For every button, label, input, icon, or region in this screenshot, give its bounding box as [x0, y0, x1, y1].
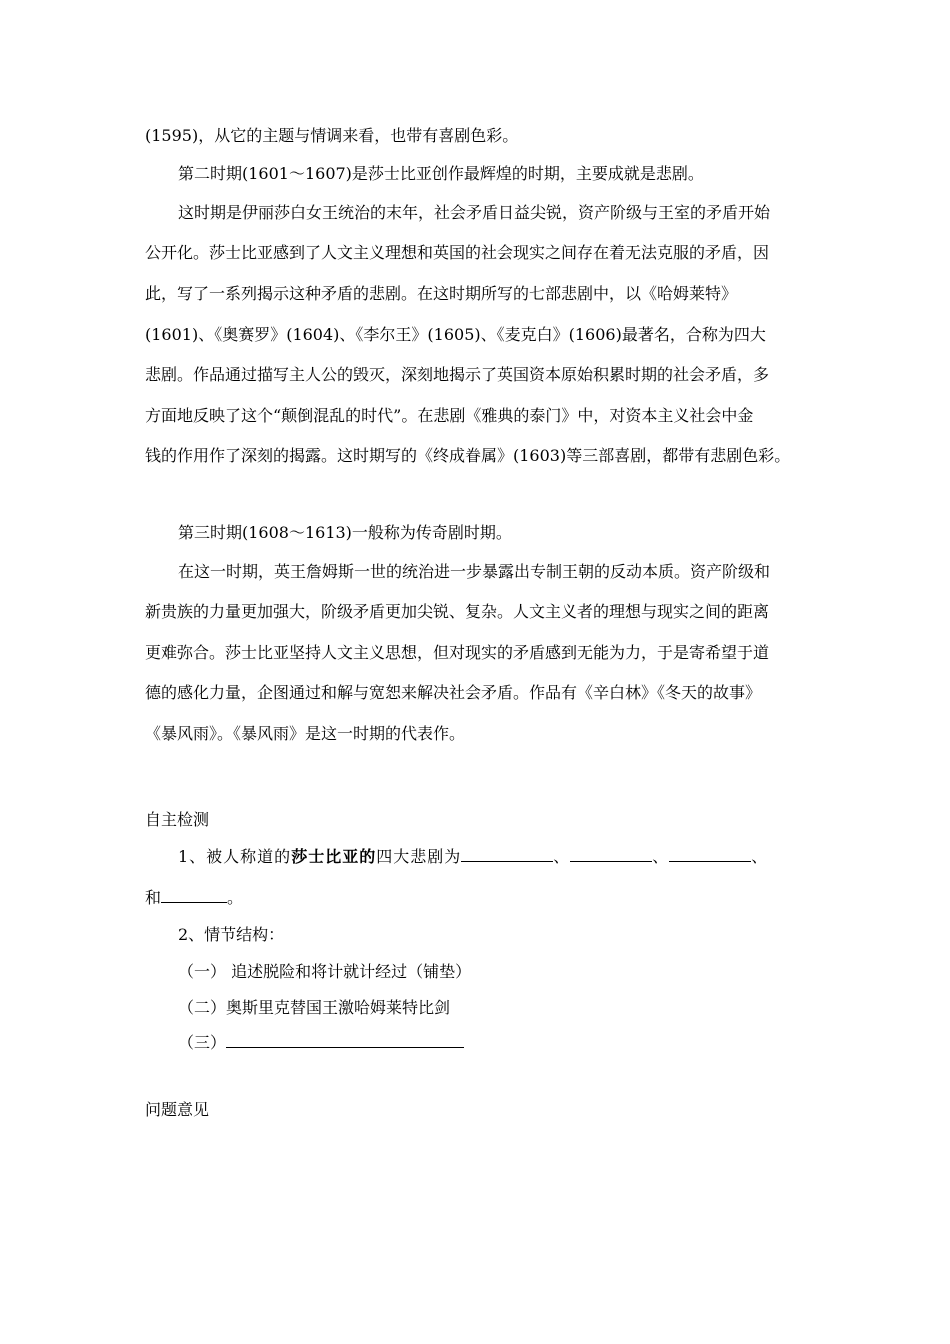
period2-line-5: 悲剧。作品通过描写主人公的毁灭，深刻地揭示了英国资本原始积累时期的社会矛盾，多 [145, 365, 770, 384]
structure-item-3 [178, 1033, 464, 1053]
period3-line-5: 《暴风雨》。《暴风雨》是这一时期的代表作。 [145, 724, 466, 743]
period2-line-3: 此，写了一系列揭示这种矛盾的悲剧。在这时期所写的七部悲剧中，以《哈姆莱特》 [145, 284, 738, 303]
answer-blank-3[interactable] [669, 847, 751, 862]
question-1-suffix: 四大悲剧为 [376, 847, 462, 866]
period2-line-2: 公开化。莎士比亚感到了人文主义理想和英国的社会现实之间存在着无法克服的矛盾，因 [145, 243, 770, 262]
question-2: 2、情节结构： [178, 925, 285, 944]
period2-line-7: 钱的作用作了深刻的揭露。这时期写的《终成眷属》(1603)等三部喜剧，都带有悲剧色彩。 [145, 446, 791, 465]
separator-3: 、 [751, 847, 769, 866]
structure-item-3-label: （三） [178, 1033, 227, 1052]
period2-line-6: 方面地反映了这个“颠倒混乱的时代”。在悲剧《雅典的泰门》中，对资本主义社会中金 [145, 406, 754, 425]
self-check-title: 自主检测 [145, 810, 210, 829]
answer-blank-1[interactable] [461, 847, 553, 862]
period-mark: 。 [227, 888, 244, 907]
period3-line-3: 更难弥合。莎士比亚坚持人文主义思想，但对现实的矛盾感到无能为力，于是寄希望于道 [145, 643, 770, 662]
period2-line-4: (1601)、《奥赛罗》(1604)、《李尔王》(1605)、《麦克白》(1606)最著名，合称为四大 [145, 325, 766, 344]
answer-blank-2[interactable] [570, 847, 652, 862]
period3-heading: 第三时期(1608～1613)一般称为传奇剧时期。 [178, 523, 512, 542]
issues-title: 问题意见 [145, 1100, 210, 1119]
period3-line-2: 新贵族的力量更加强大，阶级矛盾更加尖锐、复杂。人文主义者的理想与现实之间的距离 [145, 602, 770, 621]
period3-line-1: 在这一时期，英王詹姆斯一世的统治进一步暴露出专制王朝的反动本质。资产阶级和 [178, 562, 771, 581]
structure-item-1: （一） 追述脱险和将计就计经过（铺垫） [178, 962, 472, 981]
period2-heading: 第二时期(1601～1607)是莎士比亚创作最辉煌的时期，主要成就是悲剧。 [178, 164, 704, 183]
answer-blank-5[interactable] [226, 1033, 464, 1048]
answer-blank-4[interactable] [161, 888, 227, 903]
and-word: 和 [145, 888, 162, 907]
question-1-continued [145, 888, 243, 908]
period2-line-1: 这时期是伊丽莎白女王统治的末年，社会矛盾日益尖锐，资产阶级与王室的矛盾开始 [178, 203, 771, 222]
separator-1: 、 [553, 847, 571, 866]
separator-2: 、 [652, 847, 670, 866]
question-1 [178, 847, 768, 867]
question-1-bold: 莎士比亚的 [291, 847, 377, 866]
intro-line: (1595)，从它的主题与情调来看，也带有喜剧色彩。 [145, 126, 519, 145]
structure-item-2: （二）奥斯里克替国王激哈姆莱特比剑 [178, 998, 451, 1017]
period3-line-4: 德的感化力量，企图通过和解与宽恕来解决社会矛盾。作品有《辛白林》《冬天的故事》 [145, 683, 762, 702]
question-1-prefix: 1、被人称道的 [178, 847, 292, 866]
